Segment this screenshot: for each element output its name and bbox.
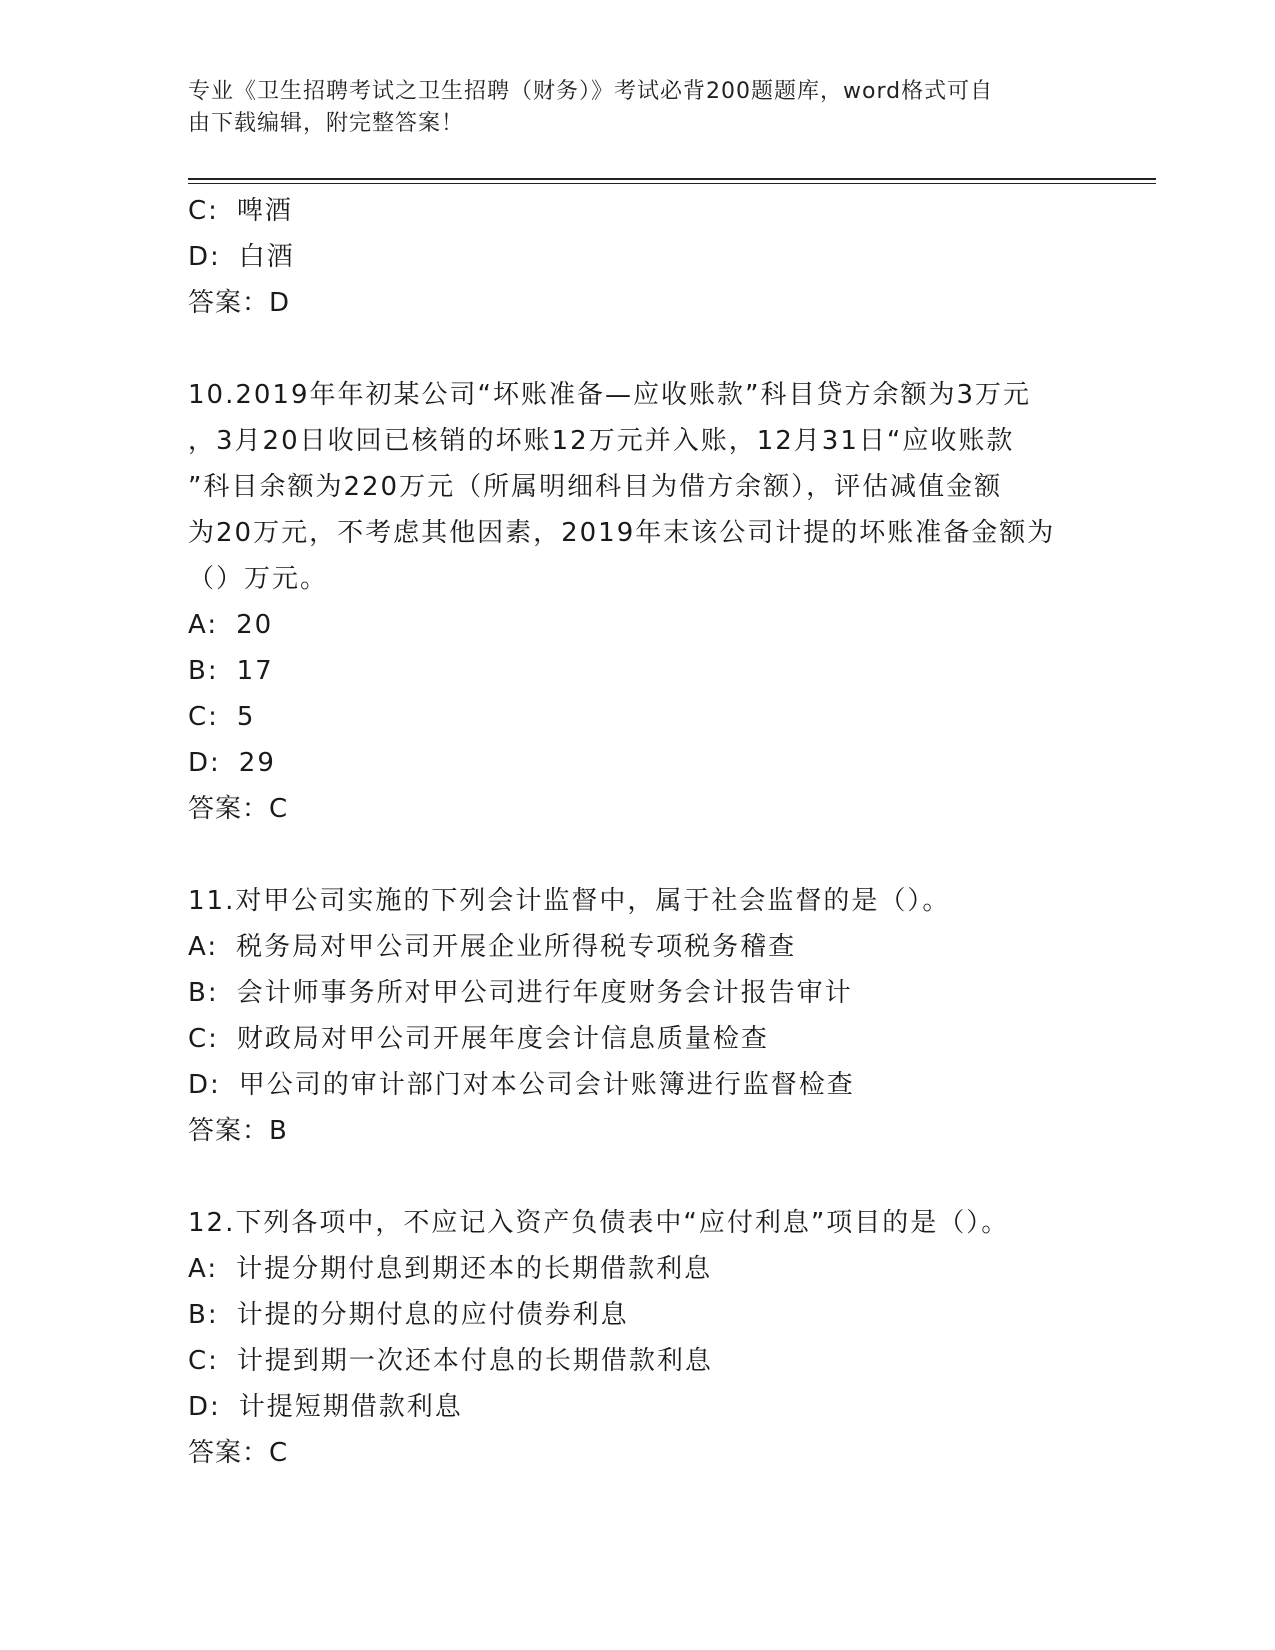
- option-c: [188, 694, 1088, 740]
- option-d: [188, 740, 1088, 786]
- option-text: 啤酒: [236, 196, 293, 226]
- option-a: [188, 602, 1088, 648]
- answer: 答案：C: [188, 1438, 289, 1468]
- question-11: [188, 878, 1088, 1154]
- option-text: 计提分期付息到期还本的长期借款利息: [236, 1254, 713, 1284]
- option-b: [188, 970, 1088, 1016]
- answer: 答案：D: [188, 288, 291, 318]
- question-text-line: 12.下列各项中，不应记入资产负债表中“应付利息”项目的是（）。: [188, 1208, 1010, 1238]
- option-text: 计提到期一次还本付息的长期借款利息: [236, 1346, 713, 1376]
- question-text-line: 10.2019年年初某公司“坏账准备—应收账款”科目贷方余额为3万元: [188, 380, 1031, 410]
- answer: 答案：B: [188, 1116, 288, 1146]
- option-key: A:: [188, 610, 219, 640]
- option-key: C:: [188, 702, 219, 732]
- option-c: [188, 188, 1088, 234]
- page-header: [188, 76, 1088, 140]
- option-a: [188, 1246, 1088, 1292]
- option-text: 20: [236, 610, 274, 640]
- option-key: C:: [188, 1024, 219, 1054]
- question-text-line: （）万元。: [188, 564, 329, 594]
- option-d: [188, 234, 1088, 280]
- question-text-line: ”科目余额为220万元（所属明细科目为借方余额），评估减值金额: [188, 472, 1003, 502]
- question-text-line: 11.对甲公司实施的下列会计监督中，属于社会监督的是（）。: [188, 886, 951, 916]
- question-12: [188, 1200, 1088, 1476]
- option-text: 计提短期借款利息: [238, 1392, 463, 1422]
- header-divider-thick: [188, 178, 1156, 180]
- option-text: 财政局对甲公司开展年度会计信息质量检查: [236, 1024, 769, 1054]
- option-text: 计提的分期付息的应付债券利息: [236, 1300, 629, 1330]
- option-d: [188, 1384, 1088, 1430]
- option-a: [188, 924, 1088, 970]
- answer: 答案：C: [188, 794, 289, 824]
- option-text: 甲公司的审计部门对本公司会计账簿进行监督检查: [238, 1070, 855, 1100]
- option-text: 白酒: [238, 242, 295, 272]
- header-divider-thin: [188, 183, 1156, 184]
- option-b: [188, 648, 1088, 694]
- header-line-1: 专业《卫生招聘考试之卫生招聘（财务）》考试必背200题题库，word格式可自: [188, 79, 994, 104]
- option-key: C:: [188, 1346, 219, 1376]
- option-text: 会计师事务所对甲公司进行年度财务会计报告审计: [236, 978, 853, 1008]
- option-key: B:: [188, 656, 219, 686]
- option-d: [188, 1062, 1088, 1108]
- option-text: 29: [238, 748, 276, 778]
- option-key: C:: [188, 196, 219, 226]
- option-key: D:: [188, 1070, 221, 1100]
- question-text-line: ，3月20日收回已核销的坏账12万元并入账，12月31日“应收账款: [188, 426, 1015, 456]
- option-c: [188, 1338, 1088, 1384]
- option-key: A:: [188, 932, 219, 962]
- option-key: B:: [188, 1300, 219, 1330]
- option-text: 17: [236, 656, 274, 686]
- option-c: [188, 1016, 1088, 1062]
- option-key: D:: [188, 242, 221, 272]
- document-body: [188, 188, 1088, 1476]
- option-text: 5: [236, 702, 256, 732]
- option-b: [188, 1292, 1088, 1338]
- option-key: D:: [188, 748, 221, 778]
- question-9: [188, 188, 1088, 326]
- option-key: A:: [188, 1254, 219, 1284]
- question-text-line: 为20万元，不考虑其他因素，2019年末该公司计提的坏账准备金额为: [188, 518, 1056, 548]
- option-text: 税务局对甲公司开展企业所得税专项税务稽查: [236, 932, 797, 962]
- option-key: B:: [188, 978, 219, 1008]
- option-key: D:: [188, 1392, 221, 1422]
- question-10: [188, 372, 1088, 832]
- header-line-2: 由下载编辑，附完整答案！: [188, 111, 465, 136]
